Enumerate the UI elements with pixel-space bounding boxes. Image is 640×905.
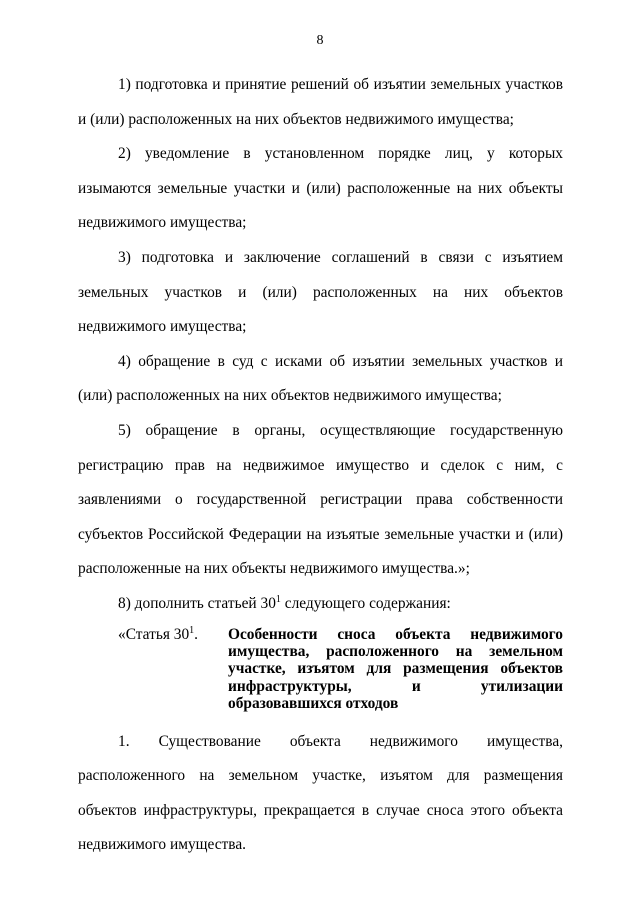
list-item-5: 5) обращение в органы, осуществляющие государственную регистрацию прав на недвижимое имущество и сделок с ним, с заявлениями о государственной регистрации права собственности субъектов Российской Федерации на изъятые земельные участки и (или) расположенные на них объекты недвижимого имущества.»; [78,421,563,578]
amendment-superscript: 1 [275,593,281,605]
list-item-4: 4) обращение в суд с исками об изъятии земельных участков и (или) расположенных на них объектов недвижимого имущества; [78,352,563,405]
article-label-prefix: «Статья 30 [118,625,190,643]
article-title: Особенности сноса объекта недвижимого имущества, расположенного на земельном участке, изъятом для размещения объектов инфраструктуры, и утилизации образовавшихся отходов [228,625,563,713]
article-paragraph-1: 1. Существование объекта недвижимого имущества, расположенного на земельном участке, изъятом для размещения объектов инфраструктуры, прекращается в случае сноса этого объекта недвижимого имущества. [78,732,563,854]
page-number: 8 [316,33,324,48]
list-item-1: 1) подготовка и принятие решений об изъятии земельных участков и (или) расположенных на них объектов недвижимого имущества; [78,76,563,128]
amendment-text-after: следующего содержания: [280,594,451,612]
article-heading [78,626,563,713]
article-label-suffix: . [194,625,199,643]
document-body [78,68,563,863]
article-label [78,626,228,713]
amendment-text-before: 8) дополнить статьей 30 [118,594,276,612]
list-item-2: 2) уведомление в установленном порядке лиц, у которых изымаются земельные участки и (или) расположенные на них объекты недвижимого имущества; [78,145,563,232]
article-label-superscript: 1 [189,624,195,636]
list-item-3: 3) подготовка и заключение соглашений в связи с изъятием земельных участков и (или) расположенных на них объектов недвижимого имущества; [78,248,563,336]
amendment-paragraph [78,587,563,622]
